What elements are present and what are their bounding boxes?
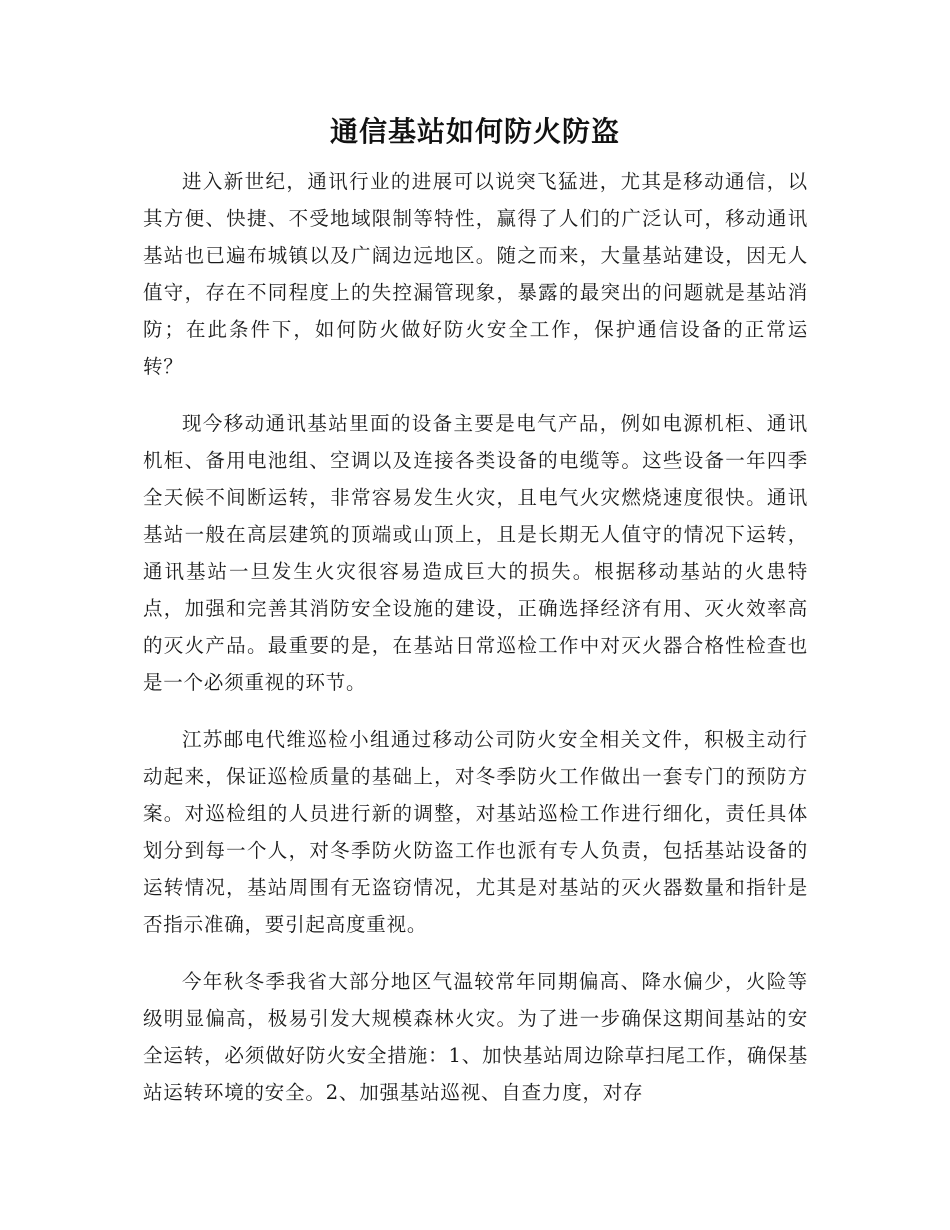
paragraph: 现今移动通讯基站里面的设备主要是电气产品，例如电源机柜、通讯机柜、备用电池组、空调以及连接各类设备的电缆等。这些设备一年四季全天候不间断运转，非常容易发生火灾，且电气火灾燃烧速度很快。通讯基站一般在高层建筑的顶端或山顶上，且是长期无人值守的情况下运转，通讯基站一旦发生火灾很容易造成巨大的损失。根据移动基站的火患特点，加强和完善其消防安全设施的建设，正确选择经济有用、灭火效率高的灭火产品。最重要的是，在基站日常巡检工作中对灭火器合格性检查也是一个必须重视的环节。 [143,412,808,694]
paragraph: 今年秋冬季我省大部分地区气温较常年同期偏高、降水偏少，火险等级明显偏高，极易引发大规模森林火灾。为了进一步确保这期间基站的安全运转，必须做好防火安全措施：1、加快基站周边除草扫尾工作，确保基站运转环境的安全。2、加强基站巡视、自查力度，对存 [143,970,808,1104]
document-body [143,163,808,1111]
paragraph: 江苏邮电代维巡检小组通过移动公司防火安全相关文件，积极主动行动起来，保证巡检质量的基础上，对冬季防火工作做出一套专门的预防方案。对巡检组的人员进行新的调整，对基站巡检工作进行细化，责任具体划分到每一个人，对冬季防火防盗工作也派有专人负责，包括基站设备的运转情况，基站周围有无盗窃情况，尤其是对基站的灭火器数量和指针是否指示准确，要引起高度重视。 [143,728,808,936]
document-title: 通信基站如何防火防盗 [329,115,620,148]
paragraph: 进入新世纪，通讯行业的进展可以说突飞猛进，尤其是移动通信，以其方便、快捷、不受地域限制等特性，赢得了人们的广泛认可，移动通讯基站也已遍布城镇以及广阔边远地区。随之而来，大量基站建设，因无人值守，存在不同程度上的失控漏管现象，暴露的最突出的问题就是基站消防；在此条件下，如何防火做好防火安全工作，保护通信设备的正常运转？ [143,170,808,378]
